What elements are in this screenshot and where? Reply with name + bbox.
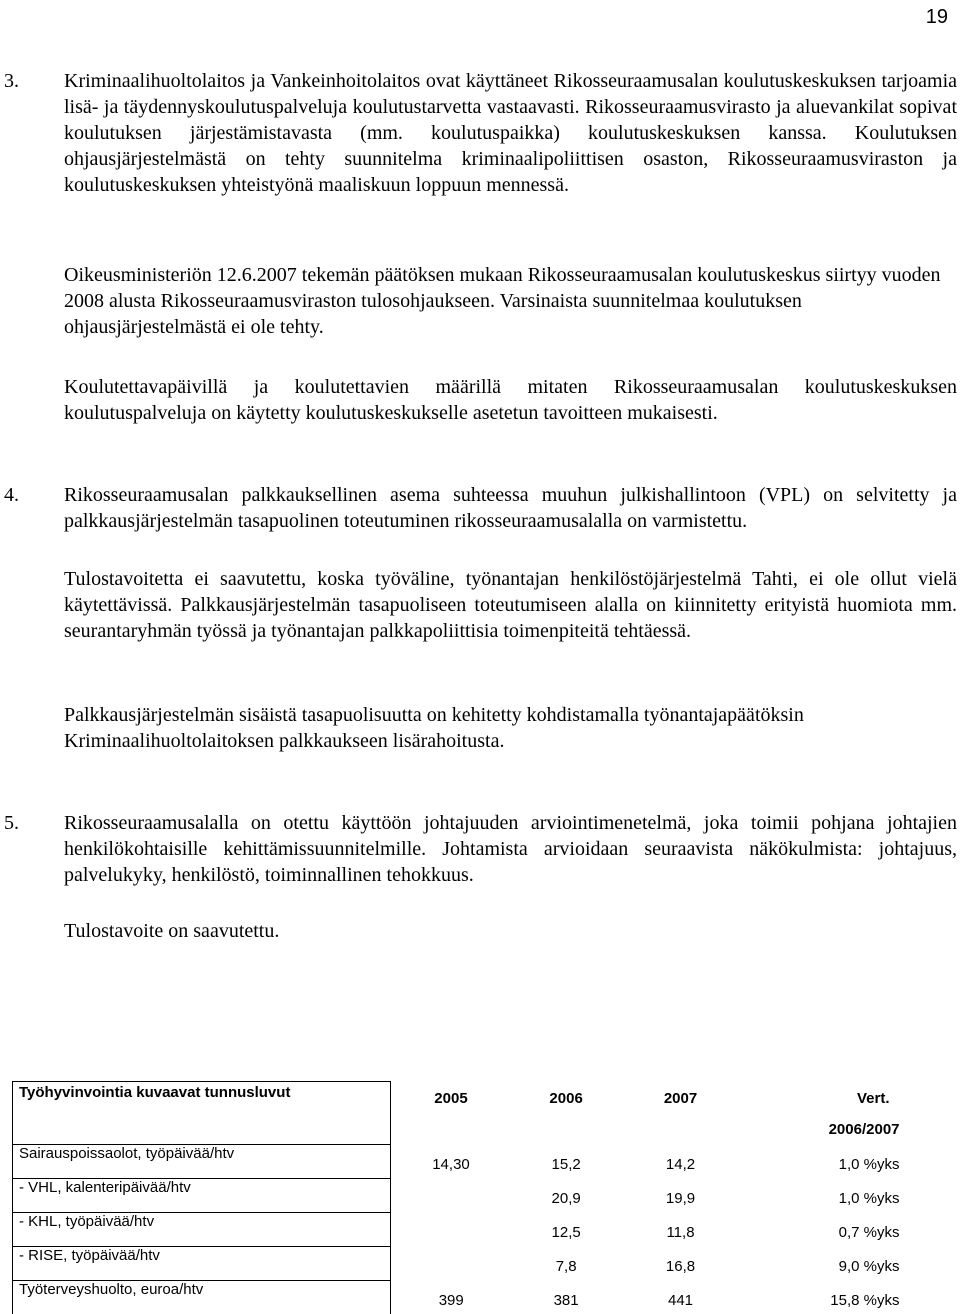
cell-2006: 12,5 — [551, 1223, 581, 1241]
section-number: 4. — [4, 484, 19, 506]
table-header-row — [13, 1082, 960, 1116]
header-2007: 2007 — [663, 1089, 698, 1107]
cell-2007: 16,8 — [665, 1257, 696, 1275]
table-row — [13, 1144, 960, 1178]
table-header-row-2 — [13, 1116, 960, 1145]
header-2005: 2005 — [434, 1089, 468, 1107]
header-vert-period: 2006/2007 — [828, 1121, 900, 1139]
paragraph: Palkkausjärjestelmän sisäistä tasapuolisuutta on kehitetty kohdistamalla työnantajapäätöksin Kriminaalihuoltolaitoksen palkkaukseen lisärahoitusta. — [64, 704, 804, 752]
empty-cell — [506, 1116, 620, 1145]
empty-cell — [390, 1116, 506, 1145]
row-label: Sairauspoissaolot, työpäivää/htv — [13, 1144, 391, 1178]
cell-2006: 20,9 — [551, 1189, 581, 1207]
cell-2005 — [390, 1178, 506, 1212]
cell-2006: 15,2 — [551, 1155, 581, 1173]
table-row — [13, 1246, 960, 1280]
paragraph: Tulostavoite on saavutettu. — [64, 920, 280, 942]
paragraph: Rikosseuraamusalalla on otettu käyttöön johtajuuden arviointimenetelmä, joka toimii pohjana johtajien henkilökohtaisille kehittämissuunnitelmille. Johtamista arvioidaan seuraavista näkökulmista: johtajuus, palvelukyky, henkilöstö, toiminnallinen tehokkuus. — [64, 812, 957, 886]
cell-2005 — [390, 1212, 506, 1246]
cell-vert: 9,0 %yks — [838, 1257, 900, 1275]
cell-vert: 1,0 %yks — [838, 1155, 900, 1173]
table-row — [13, 1212, 960, 1246]
wellbeing-table — [12, 1081, 960, 1314]
section-number: 3. — [4, 70, 19, 92]
row-label: - RISE, työpäivää/htv — [13, 1246, 391, 1280]
row-label: Työterveyshuolto, euroa/htv — [13, 1280, 391, 1314]
header-2006: 2006 — [549, 1089, 583, 1107]
cell-2007: 14,2 — [665, 1155, 696, 1173]
table-row — [13, 1178, 960, 1212]
table-header-label: Työhyvinvointia kuvaavat tunnusluvut — [13, 1082, 391, 1116]
row-label: - VHL, kalenteripäivää/htv — [13, 1178, 391, 1212]
cell-2005: 399 — [438, 1291, 464, 1309]
cell-vert: 0,7 %yks — [838, 1223, 900, 1241]
cell-vert: 15,8 %yks — [830, 1291, 900, 1309]
cell-2007: 441 — [667, 1291, 694, 1309]
section-number: 5. — [4, 812, 19, 834]
table-label-spacer — [13, 1116, 391, 1145]
cell-2007: 11,8 — [666, 1223, 695, 1241]
row-label: - KHL, työpäivää/htv — [13, 1212, 391, 1246]
cell-2006: 7,8 — [555, 1257, 577, 1275]
cell-2006: 381 — [553, 1291, 579, 1309]
page-number: 19 — [925, 6, 948, 28]
header-vert: Vert. — [856, 1089, 890, 1107]
cell-vert: 1,0 %yks — [838, 1189, 900, 1207]
paragraph: Koulutettavapäivillä ja koulutettavien määrillä mitaten Rikosseuraamusalan koulutuskeskuksen koulutuspalveluja on käytetty koulutuskeskukselle asetetun tavoitteen mukaisesti. — [64, 376, 957, 424]
cell-2005: 14,30 — [432, 1155, 470, 1173]
cell-2007: 19,9 — [665, 1189, 696, 1207]
empty-cell — [620, 1116, 734, 1145]
paragraph: Rikosseuraamusalan palkkauksellinen asema suhteessa muuhun julkishallintoon (VPL) on selvitetty ja palkkausjärjestelmän tasapuolinen toteutuminen rikosseuraamusalalla on varmistettu. — [64, 484, 957, 532]
paragraph: Tulostavoitetta ei saavutettu, koska työväline, työnantajan henkilöstöjärjestelmä Tahti, ei ole ollut vielä käytettävissä. Palkkausjärjestelmän tasapuoliseen toteutumiseen alalla on kiinnitetty erityistä huomiota mm. seurantaryhmän työssä ja työnantajan palkkapoliittisia toimenpiteitä tehtäessä. — [64, 568, 957, 642]
paragraph: Oikeusministeriön 12.6.2007 tekemän päätöksen mukaan Rikosseuraamusalan koulutuskeskus siirtyy vuoden 2008 alusta Rikosseuraamusviraston tulosohjaukseen. Varsinaista suunnitelmaa koulutuksen ohjausjärjestelmästä ei ole tehty. — [64, 264, 941, 338]
cell-2005 — [390, 1246, 506, 1280]
table-row — [13, 1280, 960, 1314]
paragraph: Kriminaalihuoltolaitos ja Vankeinhoitolaitos ovat käyttäneet Rikosseuraamusalan koulutuskeskuksen tarjoamia lisä- ja täydennyskoulutuspalveluja koulutustarvetta vastaavasti. Rikosseuraamusvirasto ja aluevankilat sopivat koulutuksen järjestämistavasta (mm. koulutuspaikka) koulutuskeskuksen kanssa. Koulutuksen ohjausjärjestelmästä on tehty suunnitelma kriminaalipoliittisen osaston, Rikosseuraamusviraston ja koulutuskeskuksen yhteistyönä maaliskuun loppuun mennessä. — [64, 70, 957, 196]
